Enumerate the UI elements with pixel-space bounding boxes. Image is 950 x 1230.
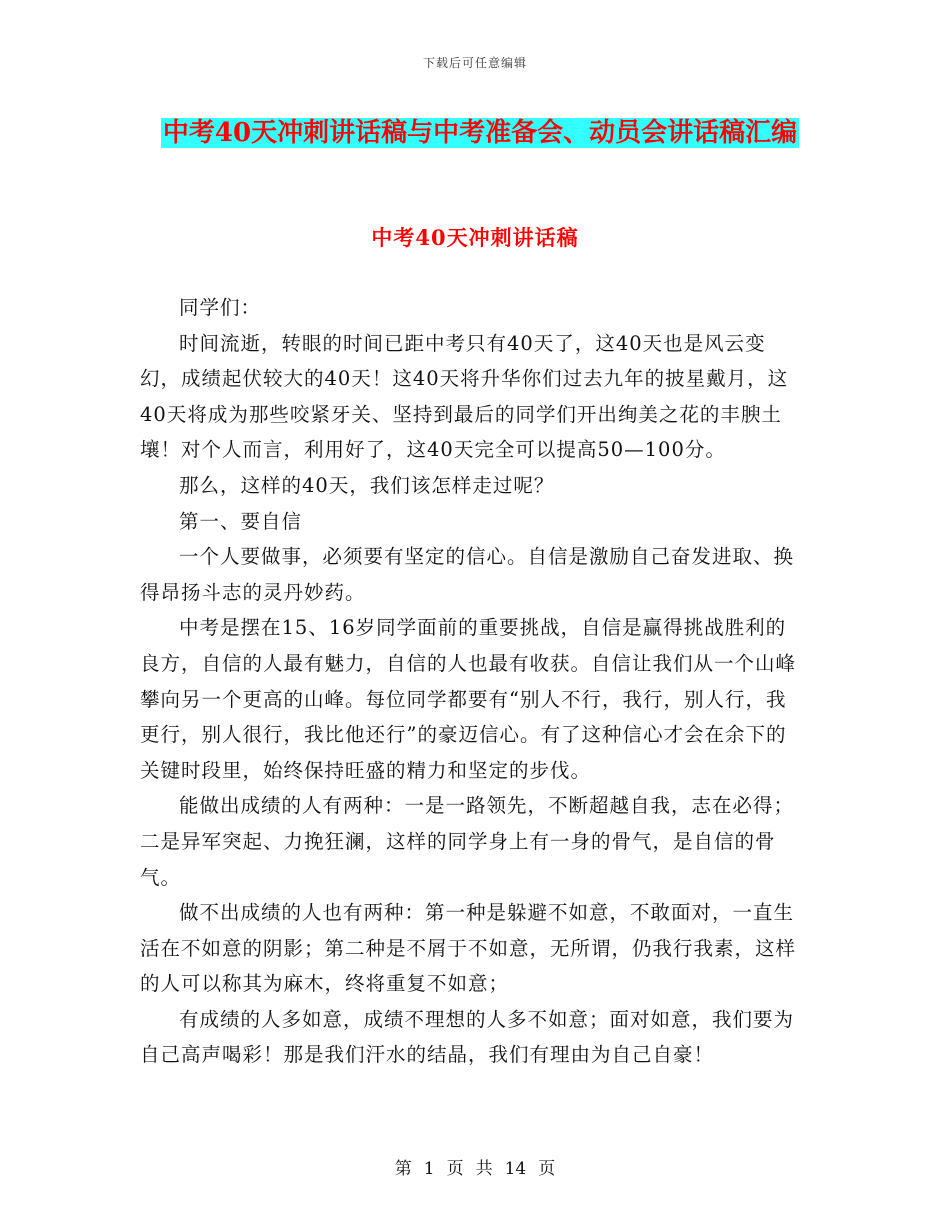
- paragraph: 第一、要自信: [179, 509, 303, 533]
- total-prefix: 共: [475, 1159, 493, 1179]
- paragraph: 做不出成绩的人也有两种：第一种是躲避不如意，不敢面对，一直生活在不如意的阴影；第二种是不屑于不如意，无所谓，仍我行我素，这样的人可以称其为麻木，终将重复不如意；: [140, 901, 797, 996]
- page-prefix: 第: [394, 1159, 412, 1179]
- page-footer: [0, 1154, 950, 1179]
- page-mid: 页: [446, 1159, 464, 1179]
- paragraph: 能做出成绩的人有两种：一是一路领先，不断超越自我，志在必得；二是异军突起、力挽狂澜，这样的同学身上有一身的骨气，是自信的骨气。: [140, 794, 795, 889]
- paragraph: 中考是摆在15、16岁同学面前的重要挑战，自信是赢得挑战胜利的良方，自信的人最有魅力，自信的人也最有收获。自信让我们从一个山峰攀向另一个更高的山峰。每位同学都要有“别人不行，我行，别人行，我更行，别人很行，我比他还行”的豪迈信心。有了这种信心才会在余下的关键时段里，始终保持旺盛的精力和坚定的步伐。: [140, 616, 797, 782]
- paragraph: 那么，这样的40天，我们该怎样走过呢？: [179, 473, 555, 497]
- total-suffix: 页: [538, 1159, 556, 1179]
- paragraph: 时间流逝，转眼的时间已距中考只有40天了，这40天也是风云变幻，成绩起伏较大的40天！这40天将升华你们过去九年的披星戴月，这40天将成为那些咬紧牙关、坚持到最后的同学们开出绚美之花的丰腴土壤！对个人而言，利用好了，这40天完全可以提高50—100分。: [140, 331, 789, 462]
- paragraph: 同学们：: [179, 296, 262, 319]
- document-title: [140, 110, 820, 156]
- document-title-text: 中考40天冲刺讲话稿与中考准备会、动员会讲话稿汇编: [162, 118, 798, 148]
- paragraph: 有成绩的人多如意，成绩不理想的人多不如意；面对如意，我们要为自己高声喝彩！那是我们汗水的结晶，我们有理由为自己自豪！: [140, 1007, 795, 1067]
- section-title: 中考40天冲刺讲话稿: [371, 225, 579, 250]
- body-text: [140, 290, 800, 1073]
- paragraph: 一个人要做事，必须要有坚定的信心。自信是激励自己奋发进取、换得昂扬斗志的灵丹妙药。: [140, 545, 795, 604]
- header-note: 下载后可任意编辑: [422, 56, 527, 70]
- total-pages: 14: [504, 1159, 527, 1179]
- page-number: 1: [423, 1159, 435, 1179]
